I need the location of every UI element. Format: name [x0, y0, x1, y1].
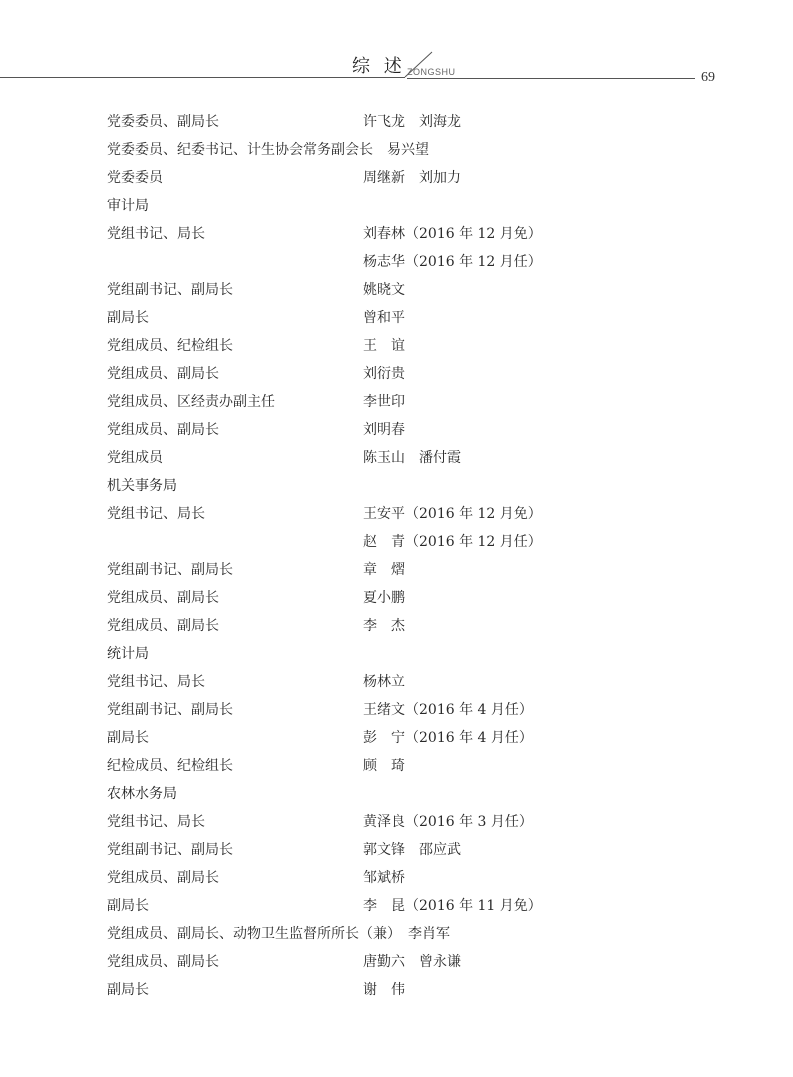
person-names: 刘衍贵	[363, 366, 405, 382]
header-rule-right	[407, 78, 695, 79]
role-label: 党组成员、副局长	[107, 366, 219, 382]
person-names: 顾 琦	[363, 758, 405, 774]
person-names: 姚晓文	[363, 282, 405, 298]
list-item	[0, 724, 793, 752]
list-item	[0, 864, 793, 892]
section-heading: 统计局	[107, 646, 149, 662]
role-label: 党组书记、局长	[107, 226, 205, 242]
list-item	[0, 920, 793, 948]
person-names: 李 杰	[363, 618, 405, 634]
list-item	[0, 808, 793, 836]
list-item	[0, 696, 793, 724]
list-item	[0, 416, 793, 444]
list-item	[0, 752, 793, 780]
role-label: 党组书记、局长	[107, 674, 205, 690]
role-label: 党组成员、区经责办副主任	[107, 394, 275, 410]
personnel-list	[0, 108, 793, 1004]
page-number: 69	[701, 70, 715, 85]
person-names: 许飞龙 刘海龙	[363, 114, 461, 130]
section-heading-row	[0, 780, 793, 808]
list-item	[0, 276, 793, 304]
role-label: 党组副书记、副局长	[107, 842, 233, 858]
section-title: 综 述	[352, 56, 406, 77]
person-names: 李 昆（2016 年 11 月免）	[363, 898, 542, 914]
list-item	[0, 108, 793, 136]
header-slash-divider	[0, 0, 793, 100]
role-label: 纪检成员、纪检组长	[107, 758, 233, 774]
role-label: 副局长	[107, 982, 149, 998]
list-item	[0, 164, 793, 192]
role-label: 党组成员、副局长	[107, 422, 219, 438]
list-item	[0, 332, 793, 360]
person-names: 王绪文（2016 年 4 月任）	[363, 702, 533, 718]
list-item	[0, 444, 793, 472]
person-names: 王 谊	[363, 338, 405, 354]
role-and-name: 党组成员、副局长、动物卫生监督所所长（兼） 李肖军	[107, 926, 450, 942]
role-label: 党组成员	[107, 450, 163, 466]
list-item	[0, 976, 793, 1004]
role-label: 党委委员	[107, 170, 163, 186]
list-item	[0, 136, 793, 164]
person-names: 杨林立	[363, 674, 405, 690]
person-names: 周继新 刘加力	[363, 170, 461, 186]
list-item	[0, 360, 793, 388]
list-item	[0, 556, 793, 584]
role-and-name: 党委委员、纪委书记、计生协会常务副会长 易兴望	[107, 142, 429, 158]
role-label: 党组副书记、副局长	[107, 702, 233, 718]
list-item	[0, 304, 793, 332]
role-label: 党组成员、副局长	[107, 590, 219, 606]
section-heading: 农林水务局	[107, 786, 177, 802]
list-item	[0, 528, 793, 556]
list-item	[0, 584, 793, 612]
role-label: 党组成员、副局长	[107, 618, 219, 634]
person-names: 赵 青（2016 年 12 月任）	[363, 534, 542, 550]
list-item	[0, 836, 793, 864]
person-names: 章 熠	[363, 562, 405, 578]
person-names: 刘春林（2016 年 12 月免）	[363, 226, 542, 242]
role-label: 党组成员、副局长	[107, 870, 219, 886]
person-names: 李世印	[363, 394, 405, 410]
person-names: 王安平（2016 年 12 月免）	[363, 506, 542, 522]
person-names: 杨志华（2016 年 12 月任）	[363, 254, 542, 270]
role-label: 党组副书记、副局长	[107, 282, 233, 298]
page-header	[0, 0, 793, 100]
role-label: 党组成员、纪检组长	[107, 338, 233, 354]
role-label: 党组成员、副局长	[107, 954, 219, 970]
person-names: 夏小鹏	[363, 590, 405, 606]
person-names: 曾和平	[363, 310, 405, 326]
section-subtitle: ZONGSHU	[407, 67, 456, 77]
role-label: 副局长	[107, 730, 149, 746]
list-item	[0, 500, 793, 528]
person-names: 邹斌桥	[363, 870, 405, 886]
list-item	[0, 220, 793, 248]
person-names: 郭文锋 邵应武	[363, 842, 461, 858]
section-heading-row	[0, 192, 793, 220]
list-item	[0, 612, 793, 640]
role-label: 党组书记、局长	[107, 814, 205, 830]
list-item	[0, 892, 793, 920]
list-item	[0, 388, 793, 416]
role-label: 党组书记、局长	[107, 506, 205, 522]
list-item	[0, 948, 793, 976]
list-item	[0, 668, 793, 696]
person-names: 彭 宁（2016 年 4 月任）	[363, 730, 533, 746]
role-label: 副局长	[107, 310, 149, 326]
person-names: 黄泽良（2016 年 3 月任）	[363, 814, 533, 830]
person-names: 刘明春	[363, 422, 405, 438]
list-item	[0, 248, 793, 276]
person-names: 陈玉山 潘付霞	[363, 450, 461, 466]
section-heading: 机关事务局	[107, 478, 177, 494]
section-heading-row	[0, 472, 793, 500]
person-names: 谢 伟	[363, 982, 405, 998]
role-label: 副局长	[107, 898, 149, 914]
section-heading: 审计局	[107, 198, 149, 214]
role-label: 党委委员、副局长	[107, 114, 219, 130]
role-label: 党组副书记、副局长	[107, 562, 233, 578]
person-names: 唐勤六 曾永谦	[363, 954, 461, 970]
section-heading-row	[0, 640, 793, 668]
